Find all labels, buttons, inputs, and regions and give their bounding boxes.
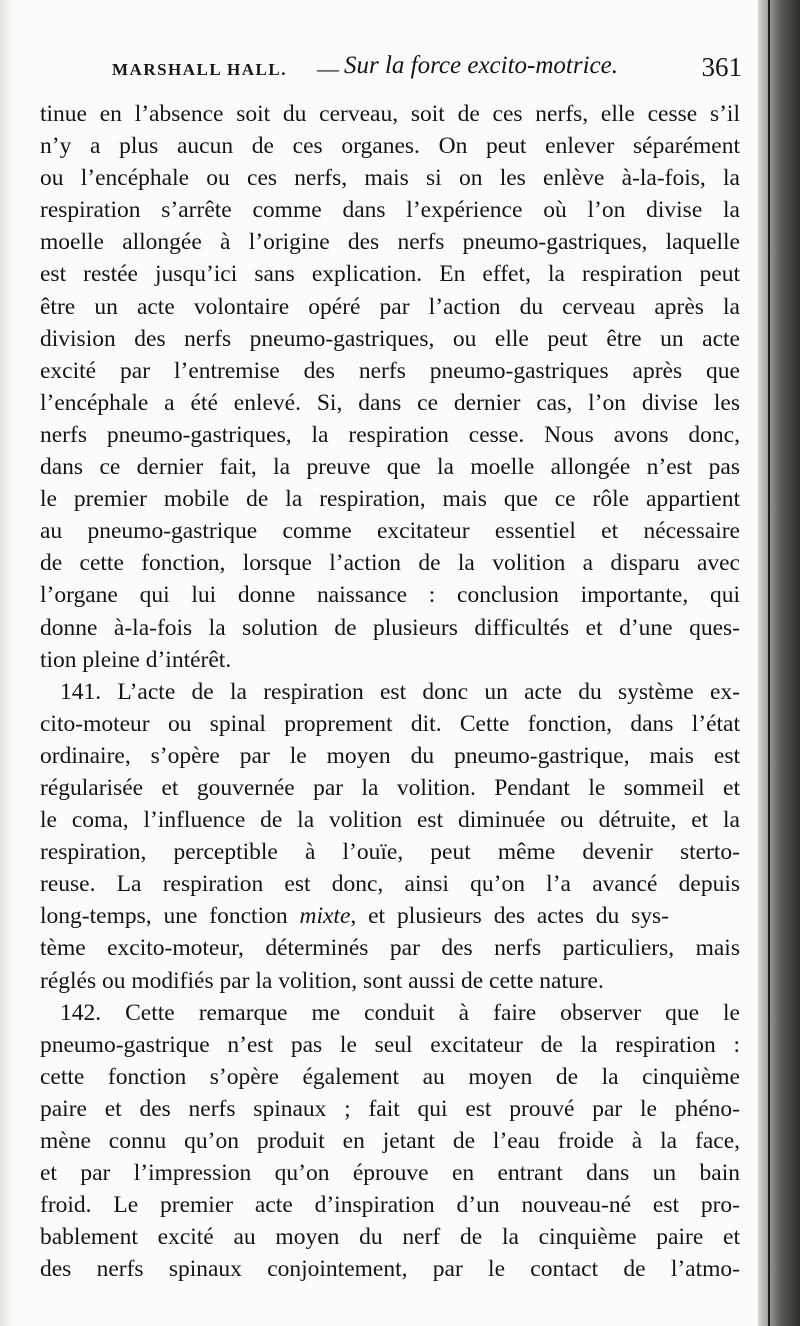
- text-segment: , et plusieurs des actes du sys-: [350, 903, 669, 930]
- text-line: l’organe qui lui donne naissance : conclusion importante, qui: [40, 582, 740, 609]
- page-number: 361: [701, 52, 742, 82]
- page-left-margin-shadow: [0, 0, 14, 1326]
- text-line: respiration, perceptible à l’ouïe, peut même devenir sterto-: [40, 839, 740, 866]
- text-line: reuse. La respiration est donc, ainsi qu’on l’a avancé depuis: [40, 871, 740, 898]
- italic-word: mixte: [299, 903, 351, 930]
- running-head-dash: —: [317, 56, 339, 81]
- paragraph-end-line: réglés ou modifiés par la volition, sont aussi de cette nature.: [40, 967, 604, 994]
- book-edge-line: [768, 0, 770, 1326]
- paragraph-end-line: tion pleine d’intérêt.: [40, 646, 232, 673]
- text-line: de cette fonction, lorsque l’action de la volition a disparu avec: [40, 550, 740, 577]
- text-line: respiration s’arrête comme dans l’expérience où l’on divise la: [40, 197, 740, 224]
- text-line: donne à-la-fois la solution de plusieurs difficultés et d’une ques-: [40, 614, 740, 641]
- text-line: paire et des nerfs spinaux ; fait qui est prouvé par le phéno-: [40, 1095, 740, 1122]
- text-line: cito-moteur ou spinal proprement dit. Cette fonction, dans l’état: [40, 710, 740, 737]
- running-head: [112, 52, 742, 92]
- text-line: ou l’encéphale ou ces nerfs, mais si on les enlève à-la-fois, la: [40, 165, 740, 192]
- text-line-with-italic: [40, 900, 740, 932]
- text-line: moelle allongée à l’origine des nerfs pneumo-gastriques, laquelle: [40, 229, 740, 256]
- paragraph-141-start: 141. L’acte de la respiration est donc un acte du système ex-: [60, 678, 740, 705]
- text-line: et par l’impression qu’on éprouve en entrant dans un bain: [40, 1160, 740, 1187]
- text-line: au pneumo-gastrique comme excitateur essentiel et nécessaire: [40, 518, 740, 545]
- text-line: bablement excité au moyen du nerf de la cinquième paire et: [40, 1224, 740, 1251]
- text-line: être un acte volontaire opéré par l’action du cerveau après la: [40, 293, 740, 320]
- text-line: pneumo-gastrique n’est pas le seul excitateur de la respiration :: [40, 1031, 740, 1058]
- text-line: froid. Le premier acte d’inspiration d’un nouveau-né est pro-: [40, 1192, 740, 1219]
- book-edge-strip: [758, 0, 800, 1326]
- text-line: n’y a plus aucun de ces organes. On peut enlever séparément: [40, 133, 740, 160]
- running-head-title: Sur la force excito-motrice.: [344, 52, 618, 79]
- text-line: division des nerfs pneumo-gastriques, ou elle peut être un acte: [40, 325, 740, 352]
- paragraph-142-start: 142. Cette remarque me conduit à faire observer que le: [60, 999, 740, 1026]
- text-line: tème excito-moteur, déterminés par des nerfs particuliers, mais: [40, 935, 740, 962]
- text-line: excité par l’entremise des nerfs pneumo-gastriques après que: [40, 357, 740, 384]
- text-line: est restée jusqu’ici sans explication. En effet, la respiration peut: [40, 261, 740, 288]
- text-line: le premier mobile de la respiration, mais que ce rôle appartient: [40, 486, 740, 513]
- text-line: nerfs pneumo-gastriques, la respiration cesse. Nous avons donc,: [40, 421, 740, 448]
- text-segment: long-temps, une fonction: [40, 903, 300, 930]
- body-text: [40, 98, 740, 1285]
- text-line: mène connu qu’on produit en jetant de l’eau froide à la face,: [40, 1128, 740, 1154]
- running-head-author: MARSHALL HALL.: [112, 60, 287, 79]
- text-line: ordinaire, s’opère par le moyen du pneumo-gastrique, mais est: [40, 742, 740, 769]
- text-line: régularisée et gouvernée par la volition. Pendant le sommeil et: [40, 774, 740, 801]
- text-line: le coma, l’influence de la volition est diminuée ou détruite, et la: [40, 807, 740, 834]
- text-line: dans ce dernier fait, la preuve que la moelle allongée n’est pas: [40, 454, 740, 481]
- text-line: l’encéphale a été enlevé. Si, dans ce dernier cas, l’on divise les: [40, 389, 740, 416]
- text-line: tinue en l’absence soit du cerveau, soit de ces nerfs, elle cesse s’il: [40, 101, 740, 127]
- text-line: cette fonction s’opère également au moyen de la cinquième: [40, 1063, 740, 1090]
- text-line: des nerfs spinaux conjointement, par le contact de l’atmo-: [40, 1256, 740, 1283]
